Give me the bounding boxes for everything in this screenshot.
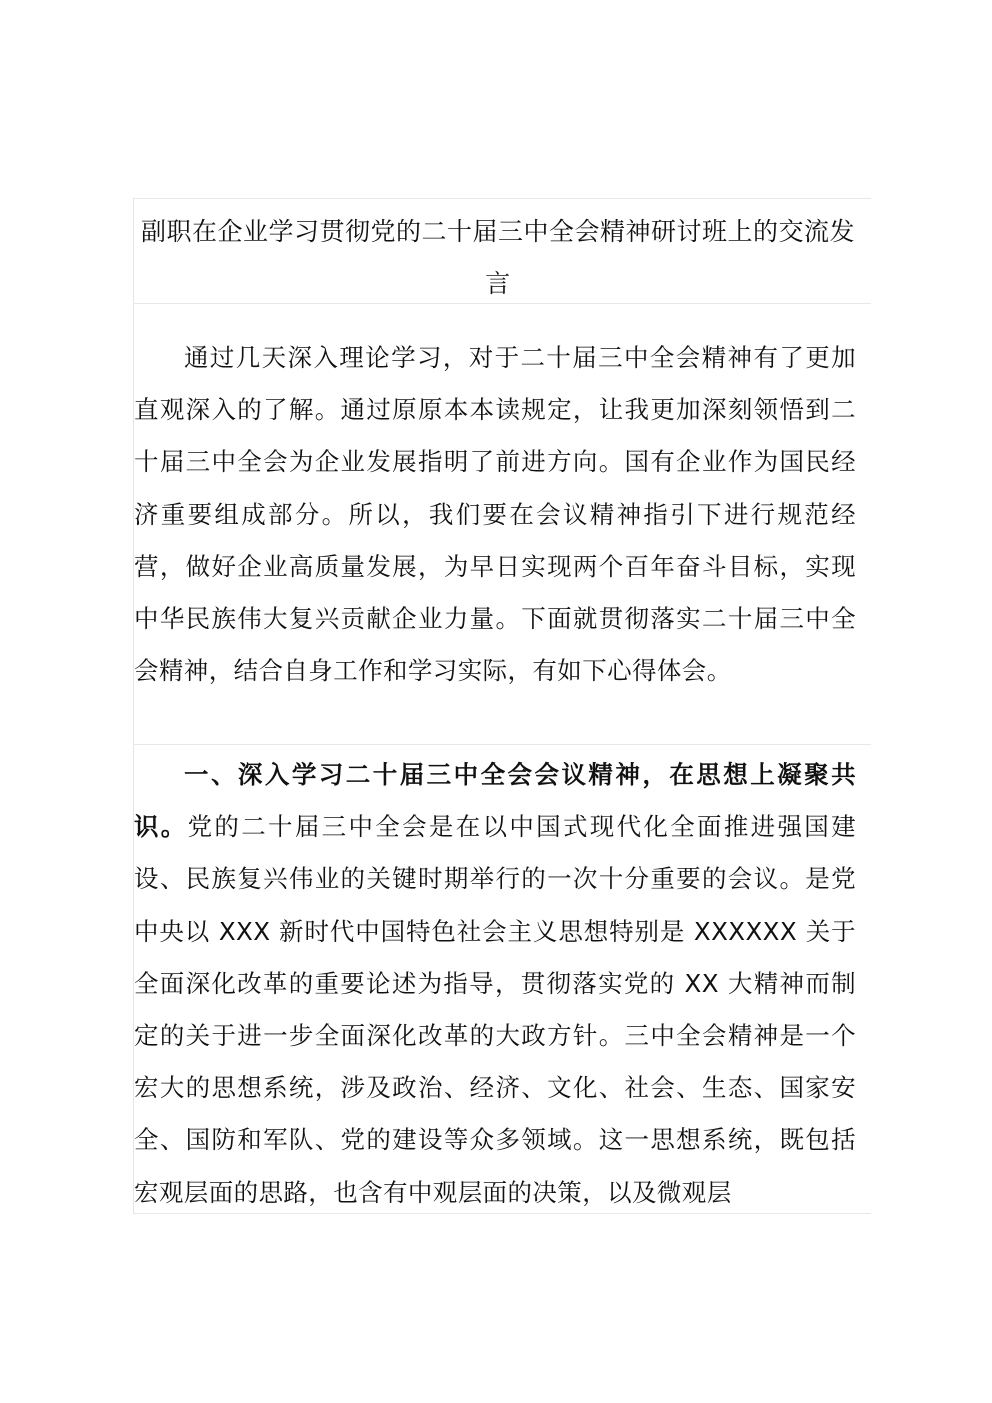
paragraph-text: 通过几天深入理论学习，对于二十届三中全会精神有了更加直观深入的了解。通过原原本本读规定，让我更加深刻领悟到二十届三中全会为企业发展指明了前进方向。国有企业作为国民经济重要组成部分。所以，我们要在会议精神指引下进行规范经营，做好企业高质量发展，为早日实现两个百年奋斗目标，实现中华民族伟大复兴贡献企业力量。下面就贯彻落实二十届三中全会精神，结合自身工作和学习实际，有如下心得体会。 [134, 343, 856, 686]
document-title: 副职在企业学习贯彻党的二十届三中全会精神研讨班上的交流发言 [140, 217, 855, 298]
divider-line [133, 744, 871, 745]
section-heading: 一、深入学习二十届三中全会会议精神，在思想上凝聚共识。 [134, 760, 856, 842]
paragraph-text: 党的二十届三中全会是在以中国式现代化全面推进强国建设、民族复兴伟业的关键时期举行的一次十分重要的会议。是党中央以 XXX 新时代中国特色社会主义思想特别是 XXXXXX 关于全面深化改革的重要论述为指导，贯彻落实党的 XX 大精神而制定的关于进一步全面深化改革的大政方针。三中全会精神是一个宏大的思想系统，涉及政治、经济、文化、社会、生态、国家安全、国防和军队、党的建设等众多领域。这一思想系统，既包括宏观层面的思路，也含有中观层面的决策，以及微观层 [134, 812, 856, 1207]
body-paragraph [134, 332, 856, 697]
divider-line [133, 198, 871, 199]
body-paragraph [134, 749, 856, 1219]
